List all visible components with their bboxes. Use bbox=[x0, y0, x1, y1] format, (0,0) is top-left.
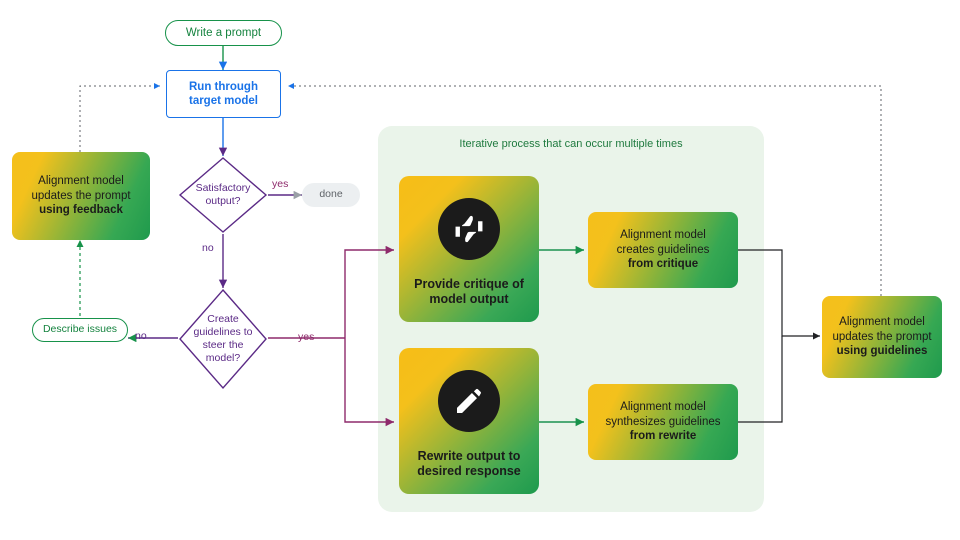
edge-label-no-guidelines: no bbox=[135, 330, 147, 342]
edge-label-yes-guidelines: yes bbox=[298, 331, 315, 343]
node-rewrite-output[interactable]: Rewrite output to desired response bbox=[399, 348, 539, 494]
node-describe-issues[interactable]: Describe issues bbox=[32, 318, 128, 342]
pencil-glyph bbox=[453, 385, 485, 417]
node-run-through-target-model[interactable]: Run through target model bbox=[166, 70, 281, 118]
node-done[interactable]: done bbox=[302, 183, 360, 207]
node-write-prompt[interactable]: Write a prompt bbox=[165, 20, 282, 46]
pencil-icon bbox=[438, 370, 500, 432]
thumbs-up-down-glyph bbox=[452, 212, 486, 246]
thumbs-up-down-icon bbox=[438, 198, 500, 260]
node-create-guidelines-decision[interactable] bbox=[178, 288, 268, 390]
edge-label-no-satisfactory: no bbox=[202, 242, 214, 254]
node-satisfactory-output-decision[interactable] bbox=[178, 156, 268, 234]
node-creates-guidelines-from-critique[interactable]: Alignment model creates guidelines from critique bbox=[588, 212, 738, 288]
iterative-process-panel-title: Iterative process that can occur multiple times bbox=[459, 138, 683, 150]
node-satisfactory-output-label: Satisfactory output? bbox=[195, 181, 251, 207]
node-alignment-model-using-feedback[interactable]: Alignment model updates the prompt using feedback bbox=[12, 152, 150, 240]
edge-label-yes-satisfactory: yes bbox=[272, 178, 289, 190]
node-synthesizes-guidelines-from-rewrite[interactable]: Alignment model synthesizes guidelines from rewrite bbox=[588, 384, 738, 460]
node-alignment-model-using-guidelines[interactable]: Alignment model updates the prompt using guidelines bbox=[822, 296, 942, 378]
node-provide-critique[interactable]: Provide critique of model output bbox=[399, 176, 539, 322]
node-create-guidelines-label: Create guidelines to steer the model? bbox=[193, 312, 253, 365]
